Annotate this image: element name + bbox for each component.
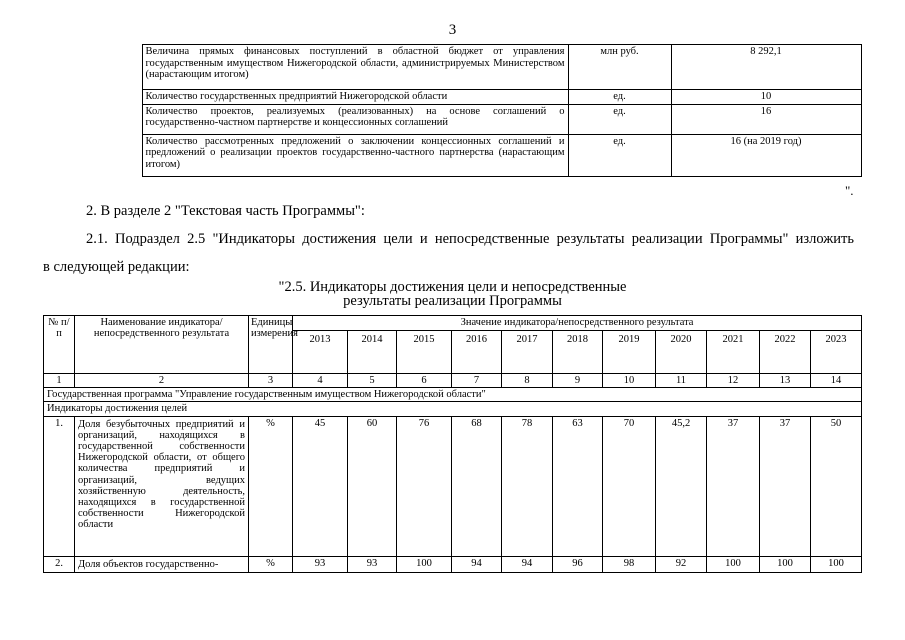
header-year: 2023 (811, 331, 862, 374)
indicator-unit: ед. (568, 90, 671, 105)
program-row (44, 388, 862, 402)
indicator-value: 37 (707, 416, 760, 556)
indicator-value: 50 (811, 416, 862, 556)
indicator-value: 76 (397, 416, 452, 556)
indicator-value: 100 (707, 556, 760, 572)
program-name: Государственная программа "Управление государственным имуществом Нижегородской области" (44, 388, 862, 402)
indicator-value: 16 (671, 104, 861, 134)
header-num: № п/п (44, 316, 75, 374)
header-name: Наименование индикатора/непосредственного результата (75, 316, 249, 374)
header-year: 2014 (348, 331, 397, 374)
indicator-name: Доля безубыточных предприятий и организаций, находящихся в государственной собственности Нижегородской области, от общего количества предприятий и организаций, ведущих хозяйственную деятельность, находящихся в государственной собственности Нижегородской области (75, 416, 249, 556)
indicator-name: Доля объектов государственно- (75, 556, 249, 572)
page-number: 3 (448, 22, 457, 38)
indicator-value: 98 (603, 556, 656, 572)
column-number: 6 (397, 374, 452, 388)
section-row (44, 402, 862, 416)
header-year: 2017 (502, 331, 553, 374)
column-numbers-row (44, 374, 862, 388)
header-row (44, 316, 862, 331)
indicator-value: 100 (397, 556, 452, 572)
indicator-value: 60 (348, 416, 397, 556)
indicator-value: 45 (293, 416, 348, 556)
indicator-value: 70 (603, 416, 656, 556)
table-row (43, 45, 861, 90)
column-number: 11 (656, 374, 707, 388)
column-number: 3 (249, 374, 293, 388)
header-unit: Единицы измерения (249, 316, 293, 374)
column-number: 1 (44, 374, 75, 388)
indicator-value: 93 (348, 556, 397, 572)
row-number: 1. (44, 416, 75, 556)
indicator-value: 94 (502, 556, 553, 572)
header-year: 2021 (707, 331, 760, 374)
indicator-value: 92 (656, 556, 707, 572)
closing-quote: ". (845, 183, 854, 198)
indicator-name: Количество рассмотренных предложений о заключении концессионных соглашений и предложений о реализации проектов государственно-частного партнерства (нарастающим итогом) (142, 134, 568, 176)
column-number: 12 (707, 374, 760, 388)
table-row (44, 556, 862, 572)
indicator-value: 8 292,1 (671, 45, 861, 90)
indicator-value: 96 (553, 556, 603, 572)
indicator-value: 100 (760, 556, 811, 572)
column-number: 7 (452, 374, 502, 388)
table-row (44, 416, 862, 556)
table-row (43, 104, 861, 134)
indicator-value: 94 (452, 556, 502, 572)
subsection-title-line1: "2.5. Индикаторы достижения цели и непосредственные (278, 279, 627, 295)
row-number: 2. (44, 556, 75, 572)
column-number: 9 (553, 374, 603, 388)
table-row (43, 134, 861, 176)
column-number: 14 (811, 374, 862, 388)
header-year: 2022 (760, 331, 811, 374)
indicator-value: 68 (452, 416, 502, 556)
header-year: 2015 (397, 331, 452, 374)
indicator-name: Количество проектов, реализуемых (реализованных) на основе соглашений о государственно-частном партнерстве и концессионных соглашений (142, 104, 568, 134)
indicator-unit: млн руб. (568, 45, 671, 90)
indicator-unit: ед. (568, 134, 671, 176)
indicator-name: Величина прямых финансовых поступлений в областной бюджет от управления государственным имуществом Нижегородской области, администрируемых Министерством (нарастающим итогом) (142, 45, 568, 90)
column-number: 4 (293, 374, 348, 388)
column-number: 10 (603, 374, 656, 388)
indicator-value: 16 (на 2019 год) (671, 134, 861, 176)
paragraph-continuation: в следующей редакции: (43, 259, 190, 275)
indicator-value: 37 (760, 416, 811, 556)
paragraph-section-2: 2. В разделе 2 "Текстовая часть Программы": (86, 203, 365, 219)
column-number: 2 (75, 374, 249, 388)
indicators-table (43, 315, 862, 573)
table-row (43, 90, 861, 105)
indicator-value: 78 (502, 416, 553, 556)
indicator-value: 100 (811, 556, 862, 572)
column-number: 5 (348, 374, 397, 388)
results-table-continuation (43, 44, 862, 177)
header-year: 2013 (293, 331, 348, 374)
indicator-value: 93 (293, 556, 348, 572)
header-year: 2020 (656, 331, 707, 374)
indicator-value: 45,2 (656, 416, 707, 556)
subsection-title-line2: результаты реализации Программы (343, 293, 562, 309)
header-year: 2016 (452, 331, 502, 374)
blank-cell (43, 45, 142, 177)
indicator-name: Количество государственных предприятий Нижегородской области (142, 90, 568, 105)
section-name: Индикаторы достижения целей (44, 402, 862, 416)
column-number: 8 (502, 374, 553, 388)
paragraph-subsection-2-1: 2.1. Подраздел 2.5 "Индикаторы достижения цели и непосредственные результаты реализации Программы" изложить (86, 231, 854, 247)
indicator-value: 10 (671, 90, 861, 105)
indicator-value: 63 (553, 416, 603, 556)
column-number: 13 (760, 374, 811, 388)
indicator-unit: ед. (568, 104, 671, 134)
header-year: 2019 (603, 331, 656, 374)
header-value-group: Значение индикатора/непосредственного результата (293, 316, 862, 331)
header-year: 2018 (553, 331, 603, 374)
indicator-unit: % (249, 556, 293, 572)
indicator-unit: % (249, 416, 293, 556)
